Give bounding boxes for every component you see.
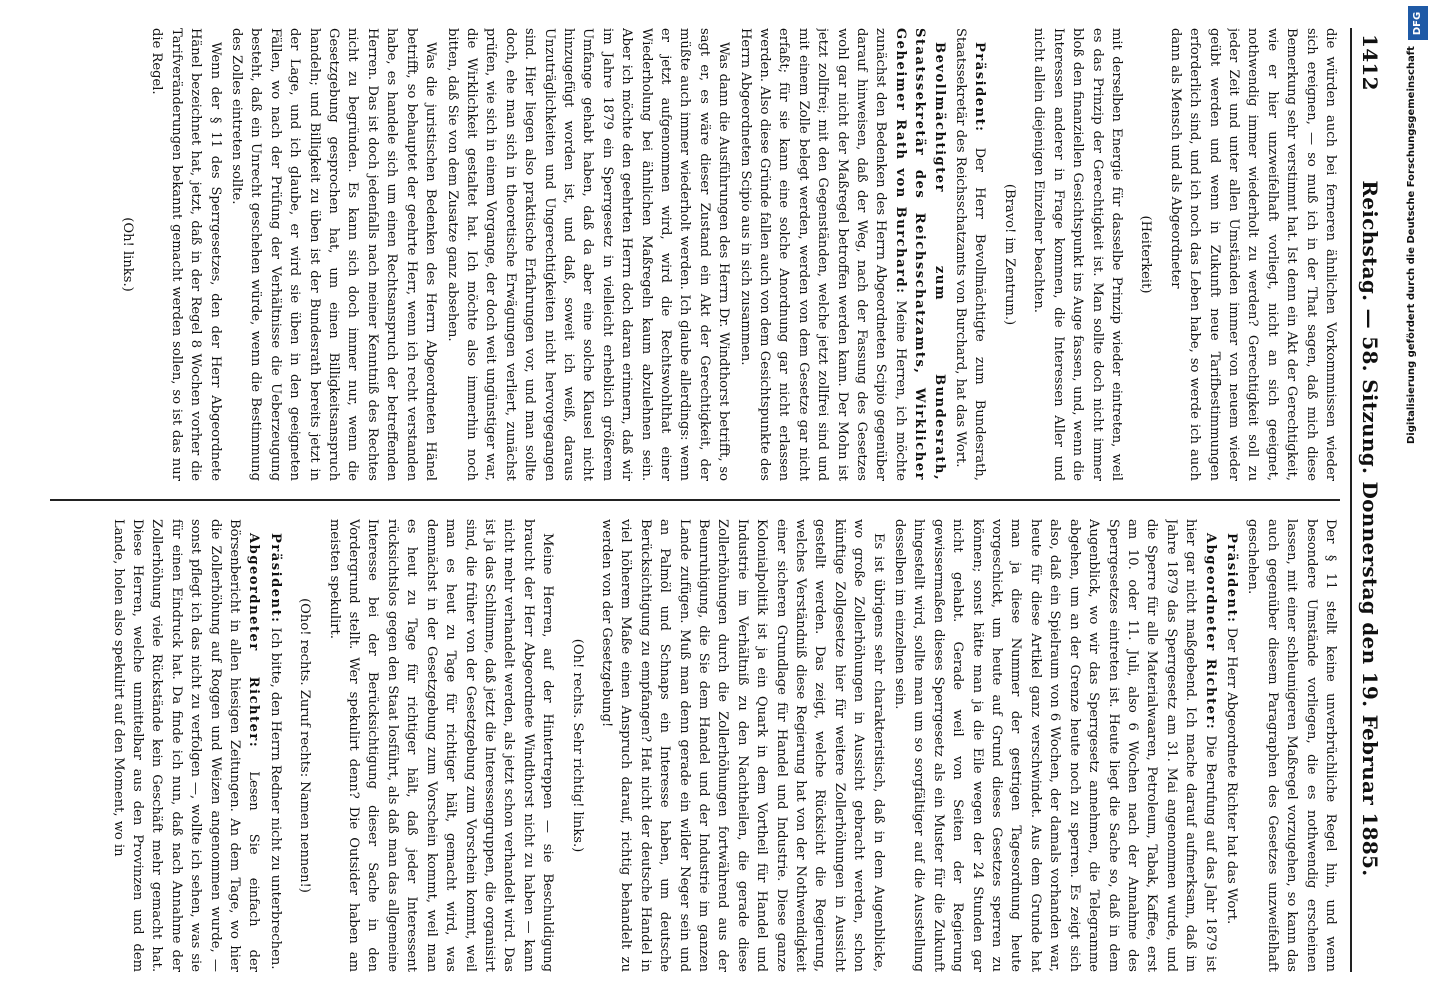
speech-text: Lesen Sie einfach der Börsenbericht in allen hiesigen Zeitungen. An dem Tage, wo hier die Zollerhöhung auf Roggen und Weizen angenommen wurde, — sonst pflegt ich das nicht zu verfolgen —, wollte ich sehen, was sie für einen Eindruck hat. Da finde ich nun, daß nach Annahme der Zollerhöhung viele Rückstände kein Geschäft mehr gemacht hat. Diese Herren, welche unmittelbar aus den Provinzen und dem Lande, holen also spekulirt auf den Moment, wo in [110,519,262,972]
speech [108,519,263,972]
speech [265,519,284,972]
paragraph: mit derselben Energie für dasselbe Prinzip wieder eintreten, weil es das Prinzip der Gerechtigkeit ist. Man sollte doch nicht immer bloß den finanziellen Gesichtspunkt ins Auge fassen, und, wenn die Interessen anderer in Frage kommen, die Interessen Aller und nicht allein diejenigen Einzelner beachten. [1031,28,1124,481]
remark: (Oh! rechts. Sehr richtig! links.) [569,638,585,853]
paragraph: Der § 11 stellt keine unverbrüchliche Regel hin, und wenn besondere Umstände vorliegen, die es nothwendig erscheinen lassen, mit einer schleunigeren Maßregel vorzugehen, so kann das auch gegenüber diesem Paragraphen des Gesetzes unzweifelhaft geschehen. [1245,519,1338,972]
page-header [1350,28,1382,972]
paragraph: Wenn der § 11 des Sperrgesetzes, den der Herr Abgeordnete Hänel bezeichnet hat, jetzt, daß in der Regel 8 Wochen vorher die Tarifveränderungen bekannt gemacht werden sollen, so ist das nur die Regel. [149,28,223,481]
remark: (Oh! links.) [120,217,136,292]
paragraph: Was die juristischen Bedenken des Herrn Abgeordneten Hänel betrifft, so behauptet der geehrte Herr, wenn ich recht verstanden habe, es handele sich um einen Rechtsanspruch der betreffenden Herren. Das ist doch jedenfalls nach meiner Kenntniß des Rechtes nicht zu begründen. Es kann sich doch immer nur, wenn die Gesetzgebung gesprochen hat, um einen Billigkeitsanspruch handeln; und Billigkeit zu üben ist der Bundesrath bereits jetzt in der Lage, und ich glaube, er wird sie üben in den geeigneten Fällen, wo nach der Prüfung der Verhältnisse die Ueberzeugung besteht, daß ein Unrecht geschehen würde, wenn die Bestimmung des Zolles eintreten sollte. [229,28,439,481]
issue-line: Reichstag. — 58. Sitzung. Donnerstag den 19. Februar 1885. [1358,180,1382,877]
speech-text: Meine Herren, ich möchte zunächst den Bedenken des Herrn Abgeordneten Scipio gegenüber darauf hinweisen, daß der Weg, nach der Fassung des Gesetzes wohl gar nicht der Maßregel betroffen werden kann. Der Mohn ist jetzt zollfrei; mit den Gegenständen, welche jetzt zollfrei sind und mit einem Zolle belegt werden, werden von dem Gesetze gar nicht erfaßt; für sie kann eine solche Anordnung gar nicht erlassen werden. Also diese Gründe fallen auch von dem Gesichtspunkte des Herrn Abgeordneten Scipio aus in sich zusammen. [737,28,908,481]
speech-text: Der Herr Abgeordnete Richter hat das Wort. [1223,627,1239,925]
speaker-label: Abgeordneter Richter: [1202,533,1218,731]
speech [890,519,1220,972]
speaker-label: Abgeordneter Richter: [246,533,262,749]
dfg-badge-text: DFG [1412,11,1424,35]
dfg-strip [1402,0,1432,1000]
page-number: 1412 [1358,34,1382,91]
speaker-label: Präsident: [267,533,283,624]
speech [1222,519,1241,972]
column-divider [50,499,1340,501]
text-columns [50,28,1340,972]
remark: (Heiterkeit) [1138,215,1154,294]
speech [735,28,948,481]
dfg-logo [1408,6,1428,40]
speaker-label: Präsident: [1223,533,1239,624]
speaker-label: Bevollmächtigter zum Bundesrath, Staatssekretär des Reichsschatzamts, Wirklicher Geheimer Rath von Burchard: [892,28,947,481]
speech-text: Ich bitte, den Herrn Redner nicht zu unterbrechen. [267,627,283,970]
speech [951,28,990,481]
paragraph: die würden auch bei ferneren ähnlichen Vorkommnissen wieder sich ereignen, — so muß ich in der That sagen, daß mich diese Bemerkung sehr verstimmt hat. Ist denn ein Akt der Gerechtigkeit, wie er hier unzweifelhaft vorliegt, nicht an sich geeignet, nothwendig immer wiederholt zu werden? Gerechtigkeit soll zu jeder Zeit und unter allen Umständen immer von neuem wieder geübt werden und wenn in Zukunft neue Tarifbestimmungen erforderlich sind, und ich noch das Leben habe, so werde ich auch dann als Mensch und als Abgeordneter [1167,28,1338,481]
paragraph: Was dann die Ausführungen des Herrn Dr. Windthorst betrifft, so sagt er, es wäre dieser Zustand ein Akt der Gerechtigkeit, der müßte auch immer wiederholt werden. Ich glaube allerdings: wenn er jetzt aufgenommen wird, wird die Rechtswohlthat einer Wiederholung bei ähnlichen Maßregeln kaum abzulehnen sein. Aber ich möchte den geehrten Herrn doch daran erinnern, daß wir im Jahre 1879 ein Sperrgesetz in vielleicht erheblich größerem Umfange gehabt haben, daß da aber eine solche Klausel nicht hinzugefügt worden ist, und daß, soweit ich weiß, daraus Unzuträglichkeiten und Ungerechtigkeiten nicht hervorgegangen sind. Hier liegen also praktische Erfahrungen vor, und man sollte doch, ehe man sich in theoretische Erwägungen verliert, zunächst prüfen, wie sich in einem Vorgange, der doch weit ungünstiger war, die Wirklichkeit gestaltet hat. Ich möchte also immerhin noch bitten, daß Sie von dem Zusatze ganz absehen. [444,28,732,481]
dfg-credit-text: Digitalisierung gefördert durch die Deutsche Forschungsgemeinschaft [1406,46,1417,444]
remark: (Bravo! im Zentrum.) [1001,183,1017,326]
speaker-label: Präsident: [972,42,988,133]
speech-text: Die Berufung auf das Jahr 1879 ist hier gar nicht maßgebend. Ich mache darauf aufmerksam, daß im Jahre 1879 das Sperrgesetz am 31. Mai angenommen wurde, und die Sperre für alle Materialwaaren, Petroleum, Tabak, Kaffee, erst am 10. oder 11. Juli, also 6 Wochen nach der Annahme des Sperrgesetzes eintreten ist. Heute liegt die Sache so, daß in dem Augenblick, wo wir das Sperrgesetz annehmen, die Telegramme abgehen, um an der Grenze heute noch zu sperren. Es zeigt sich also, daß ein Spielraum von 6 Wochen, der damals vorhanden war, heute für diese Artikel ganz verschwindet. Aus dem Grunde hat man ja diese Nummer der gestrigen Tagesordnung heute vorgeschickt, um heute auf Grund dieses Gesetzes sperren zu können; sonst hätte man ja die Eile wegen der 24 Stunden gar nicht gehabt. Gerade weil von Seiten der Regierung gewissermaßen dieses Sperrgesetz als ein Muster für die Zukunft hingestellt wird, sollte man um so sorgfältiger auf die Ausstellung desselben im einzelnen sein. [892,519,1218,972]
left-column [50,28,1340,481]
paragraph: Meine Herren, auf der Hintertreppen — sie Beschuldigung braucht der Herr Abgeordnete Windthorst nicht zu haben — kann nicht mehr verhandelt werden, als jetzt schon verhandelt wird. Das ist ja das Schlimme, daß jetzt die Interessengruppen, die organisirt sind, die früher von der Gesetzgebung zum Vorschein kommt, weil man es heut zu Tage für richtiger hält, gemacht wird, was demnächst in der Gesetzgebung zum Vorschein kommt, weil man es heut zu Tage für richtiger hält, daß jeder Interessent rücksichtslos gegen den Staat losführt, als daß man das allgemeine Interesse bei der Berücksichtigung dieser Sache in den Vordergrund stellt. Wer spekulirt denn? Die Outsider haben am meisten spekulirt. [326,519,556,972]
right-column [50,519,1340,972]
remark: (Oho! rechts. Zuruf rechts: Namen nennen!) [297,598,313,893]
paragraph: Es ist übrigens sehr charakteristisch, daß in dem Augenblicke, wo große Zollerhöhungen in Aussicht gebracht werden, schon künftige Zollgesetze hier für weitere Zollerhöhungen in Aussicht gestellt werden. Das zeigt, welche Rücksicht die Regierung, welches Verständniß diese Regierung hat von der Nothwendigkeit einer sicheren Grundlage für Handel und Industrie. Diese ganze Kolonialpolitik ist ja ein Quark in dem Vortheil für Handel und Industrie im Verhältniß zu den Nachtheilen, die gerade diese Zollerhöhungen durch die Zollerhöhungen fortwährend aus der Beunruhigung, die Sie dem Handel und der Industrie im ganzen Lande zufügen. Muß man denn gerade ein wilder Neger sein und an Palmöl und Schnaps ein Interesse haben, um deutsche Berücksichtigung zu empfangen? Hat nicht der deutsche Handel in viel höherem Maße einen Anspruch darauf, richtig behandelt zu werden von der Gesetzgebung! [598,519,886,972]
speech-text: Der Herr Bevollmächtigte zum Bundesrath, Staatssekretär des Reichsschatzamts von Burchard, hat das Wort. [953,28,988,481]
scanned-page [10,0,1400,1000]
